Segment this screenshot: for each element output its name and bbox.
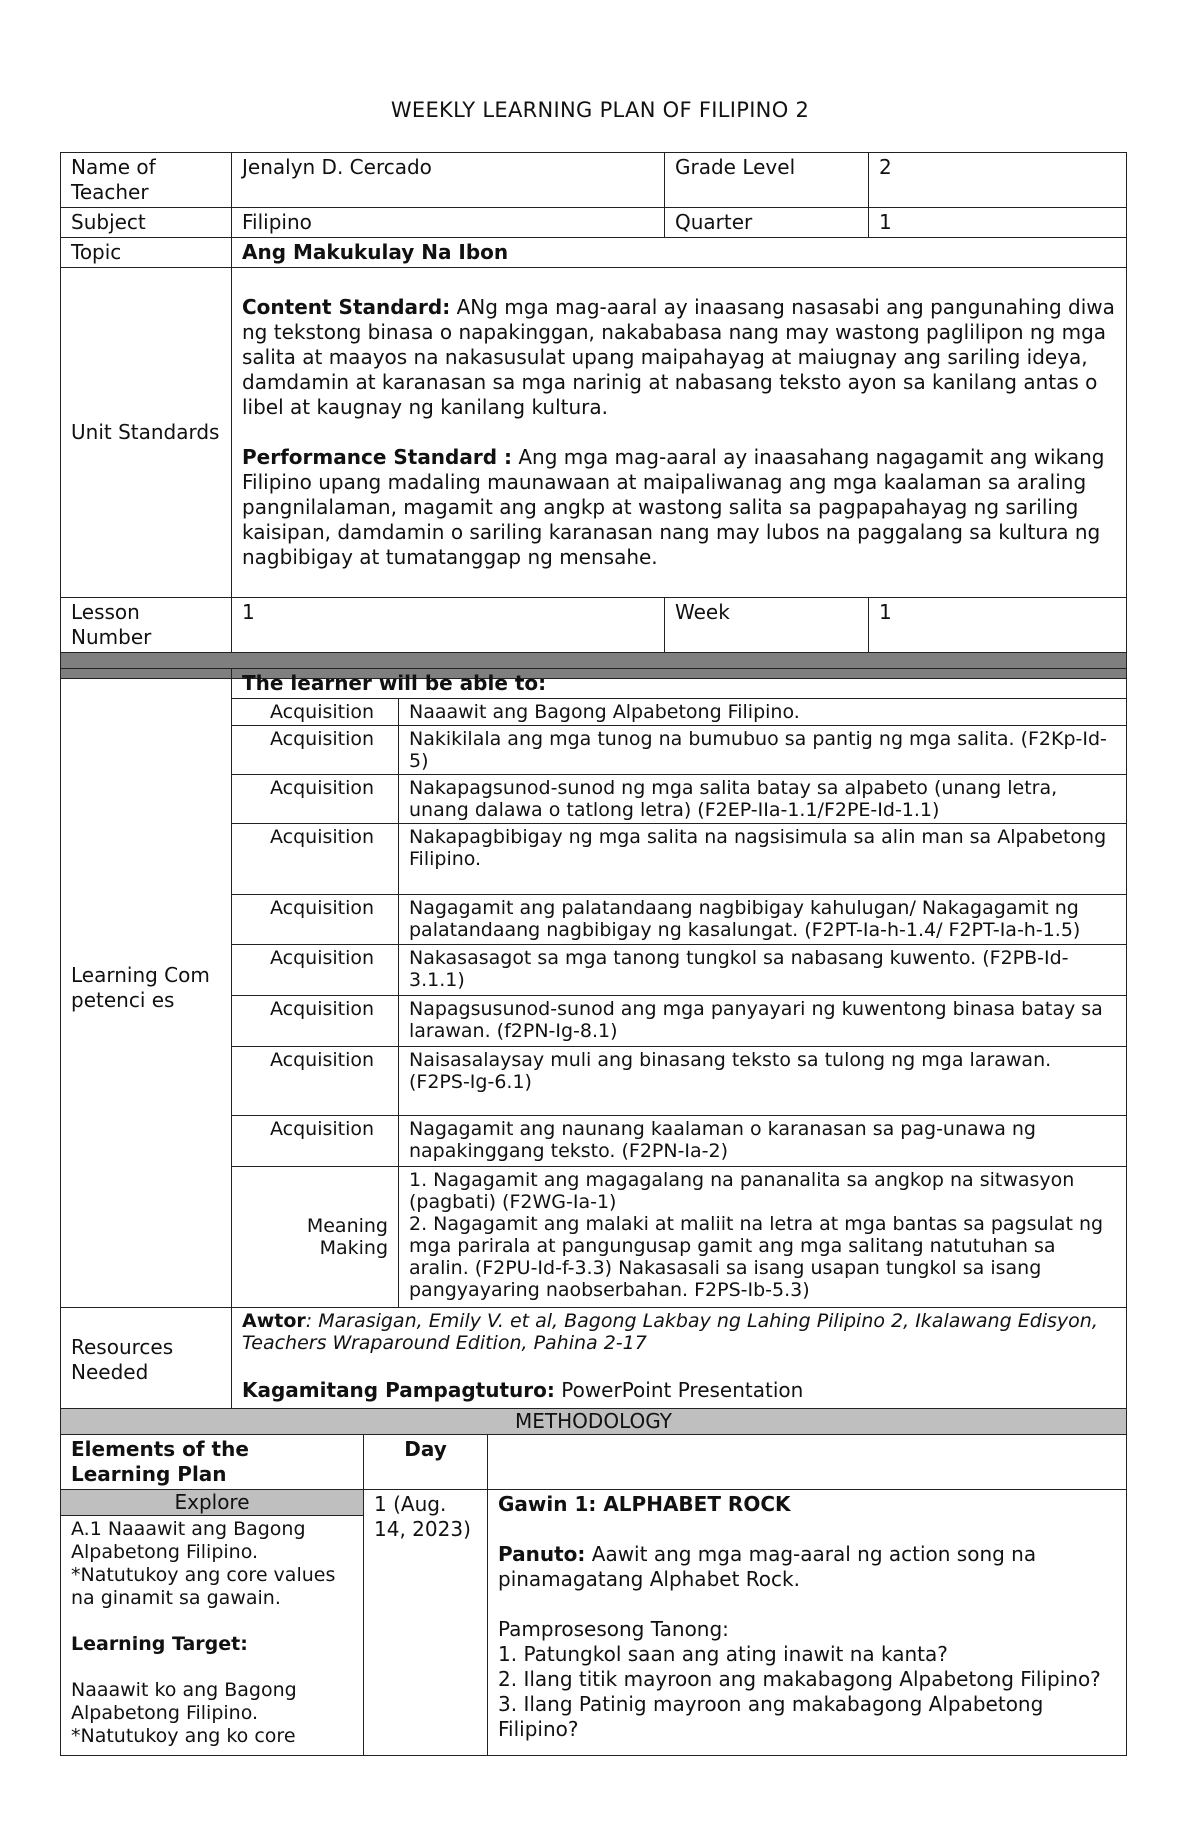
competencies-intro: The learner will be able to: <box>232 669 1127 699</box>
competency-text: Nakapagsunod-sunod ng mga salita batay sa alpabeto (unang letra, unang dalawa o tatlong letra) (F2EP-IIa-1.1/F2PE-Id-1.1) <box>399 775 1127 824</box>
panuto-text: Aawit ang mga mag-aaral ng action song na pinamagatang Alphabet Rock. <box>498 1542 1037 1591</box>
content-standard-text: ANg mga mag-aaral ay inaasang nasasabi ang pangunahing diwa ng tekstong binasa o napakinggan, nakababasa nang may wastong paglilipon ng mga salita at maayos na nakasusulat upang maipahayag at maiugnay ang sariling ideya, damdamin at karanasan sa mga narinig at nabasang teksto ayon sa kanilang antas o libel at kaugnay ng kanilang kultura. <box>242 295 1115 419</box>
unit-standards-cell <box>232 268 1127 598</box>
question-item: 1. Patungkol saan ang ating inawit na kanta? <box>498 1642 948 1666</box>
performance-standard-text: Ang mga mag-aaral ay inaasahang nagagamit ang wikang Filipino upang madaling maunawaan at maipaliwanag ang mga kaalaman sa araling pangnilalaman, magamit ang angkp at wastong salita sa pagpapahayag ng sariling kaisipan, damdamin o sariling karanasan nang may lubos na paggalang sa kultura ng nagbibigay at tumatanggap ng mensahe. <box>242 445 1105 569</box>
question-item: 2. Ilang titik mayroon ang makabagong Alpabetong Filipino? <box>498 1667 1101 1691</box>
competency-text: Nakasasagot sa mga tanong tungkol sa nabasang kuwento. (F2PB-Id-3.1.1) <box>399 945 1127 996</box>
subject-label: Subject <box>61 208 232 238</box>
page-title: WEEKLY LEARNING PLAN OF FILIPINO 2 <box>390 98 810 122</box>
author-label: Awtor <box>242 1310 306 1332</box>
week-label: Week <box>665 598 869 653</box>
competency-type: Acquisition <box>232 726 399 775</box>
content-standard-label: Content Standard: <box>242 295 451 319</box>
competency-text: Nagagamit ang naunang kaalaman o karanasan sa pag-unawa ng napakinggang teksto. (F2PN-Ia-2) <box>399 1116 1127 1167</box>
resources-cell <box>232 1308 1127 1412</box>
performance-standard <box>242 445 1116 570</box>
target-text: Naaawit ko ang Bagong Alpabetong Filipino. <box>71 1679 297 1724</box>
competency-type: Acquisition <box>232 824 399 895</box>
elements-label: Elements of the Learning Plan <box>61 1435 364 1490</box>
competency-text: Nakikilala ang mga tunog na bumubuo sa pantig ng mga salita. (F2Kp-Id-5) <box>399 726 1127 775</box>
teacher-label: Name of Teacher <box>61 153 232 208</box>
questions-label: Pamprosesong Tanong: <box>498 1617 729 1641</box>
week-value: 1 <box>869 598 1127 653</box>
content-standard <box>242 295 1116 420</box>
header-table <box>60 152 1127 679</box>
lesson-number: 1 <box>232 598 665 653</box>
topic-label: Topic <box>61 238 232 268</box>
meaning-making-label: Meaning Making <box>232 1167 399 1308</box>
lesson-label: Lesson Number <box>61 598 232 653</box>
explore-text: *Natutukoy ang core values na ginamit sa gawain. <box>71 1564 336 1609</box>
target-text: *Natutukoy ang ko core <box>71 1725 296 1747</box>
question-item: 3. Ilang Patinig mayroon ang makabagong Alpabetong Filipino? <box>498 1692 1044 1741</box>
methodology-title: METHODOLOGY <box>61 1409 1127 1435</box>
meaning-making-item: 1. Nagagamit ang magagalang na pananalita sa angkop na sitwasyon (pagbati) (F2WG-Ia-1) <box>409 1169 1075 1213</box>
author-text: : Marasigan, Emily V. et al, Bagong Lakbay ng Lahing Pilipino 2, Ikalawang Edisyon, Teachers Wraparound Edition, Pahina 2-17 <box>242 1310 1098 1354</box>
materials-label: Kagamitang Pampagtuturo: <box>242 1378 555 1402</box>
day-value: 1 (Aug. 14, 2023) <box>364 1490 488 1756</box>
competency-text: Naaawit ang Bagong Alpabetong Filipino. <box>399 699 1127 726</box>
competency-type: Acquisition <box>232 775 399 824</box>
grade-label: Grade Level <box>665 153 869 208</box>
competency-text: Naisasalaysay muli ang binasang teksto sa tulong ng mga larawan. (F2PS-Ig-6.1) <box>399 1047 1127 1116</box>
teacher-name: Jenalyn D. Cercado <box>232 153 665 208</box>
explore-label: Explore <box>61 1490 364 1516</box>
competencies-label: Learning Competenci es <box>61 669 232 1308</box>
quarter-label: Quarter <box>665 208 869 238</box>
methodology-header-blank <box>488 1435 1127 1490</box>
competency-text: Napagsusunod-sunod ang mga panyayari ng kuwentong binasa batay sa larawan. (f2PN-Ig-8.1) <box>399 996 1127 1047</box>
resources-label: Resources Needed <box>61 1308 232 1412</box>
activity-title: Gawin 1: ALPHABET ROCK <box>498 1492 791 1516</box>
competencies-table <box>60 668 1127 1412</box>
panuto <box>498 1542 1116 1592</box>
unit-standards-label: Unit Standards <box>61 268 232 598</box>
competency-type: Acquisition <box>232 1116 399 1167</box>
competency-type: Acquisition <box>232 699 399 726</box>
explore-text: A.1 Naaawit ang Bagong Alpabetong Filipino. <box>71 1518 306 1563</box>
competency-text: Nagagamit ang palatandaang nagbibigay kahulugan/ Nakagagamit ng palatandaang nagbibigay ng kasalungat. (F2PT-Ia-h-1.4/ F2PT-Ia-h-1.5) <box>399 895 1127 945</box>
topic-value: Ang Makukulay Na Ibon <box>232 238 1127 268</box>
competency-text: Nakapagbibigay ng mga salita na nagsisimula sa alin man sa Alpabetong Filipino. <box>399 824 1127 895</box>
materials-line <box>242 1378 1116 1403</box>
day-label: Day <box>364 1435 488 1490</box>
meaning-making-cell <box>399 1167 1127 1308</box>
panuto-label: Panuto: <box>498 1542 586 1566</box>
competency-type: Acquisition <box>232 996 399 1047</box>
performance-standard-label: Performance Standard : <box>242 445 512 469</box>
competency-type: Acquisition <box>232 945 399 996</box>
competency-type: Acquisition <box>232 1047 399 1116</box>
methodology-table <box>60 1408 1127 1756</box>
subject-value: Filipino <box>232 208 665 238</box>
meaning-making-item: 2. Nagagamit ang malaki at maliit na letra at mga bantas sa pagsulat ng mga parirala at pangungusap gamit ang mga salitang natutuhan sa aralin. (F2PU-Id-f-3.3) Nakasasali sa isang usapan tungkol sa isang pangyayaring naobserbahan. F2PS-Ib-5.3) <box>409 1213 1104 1301</box>
grade-value: 2 <box>869 153 1127 208</box>
explore-cell <box>61 1516 364 1756</box>
quarter-value: 1 <box>869 208 1127 238</box>
materials-text: PowerPoint Presentation <box>554 1378 804 1402</box>
competency-type: Acquisition <box>232 895 399 945</box>
activity-cell <box>488 1490 1127 1756</box>
author-line <box>242 1310 1116 1354</box>
learning-target-label: Learning Target: <box>71 1633 248 1655</box>
